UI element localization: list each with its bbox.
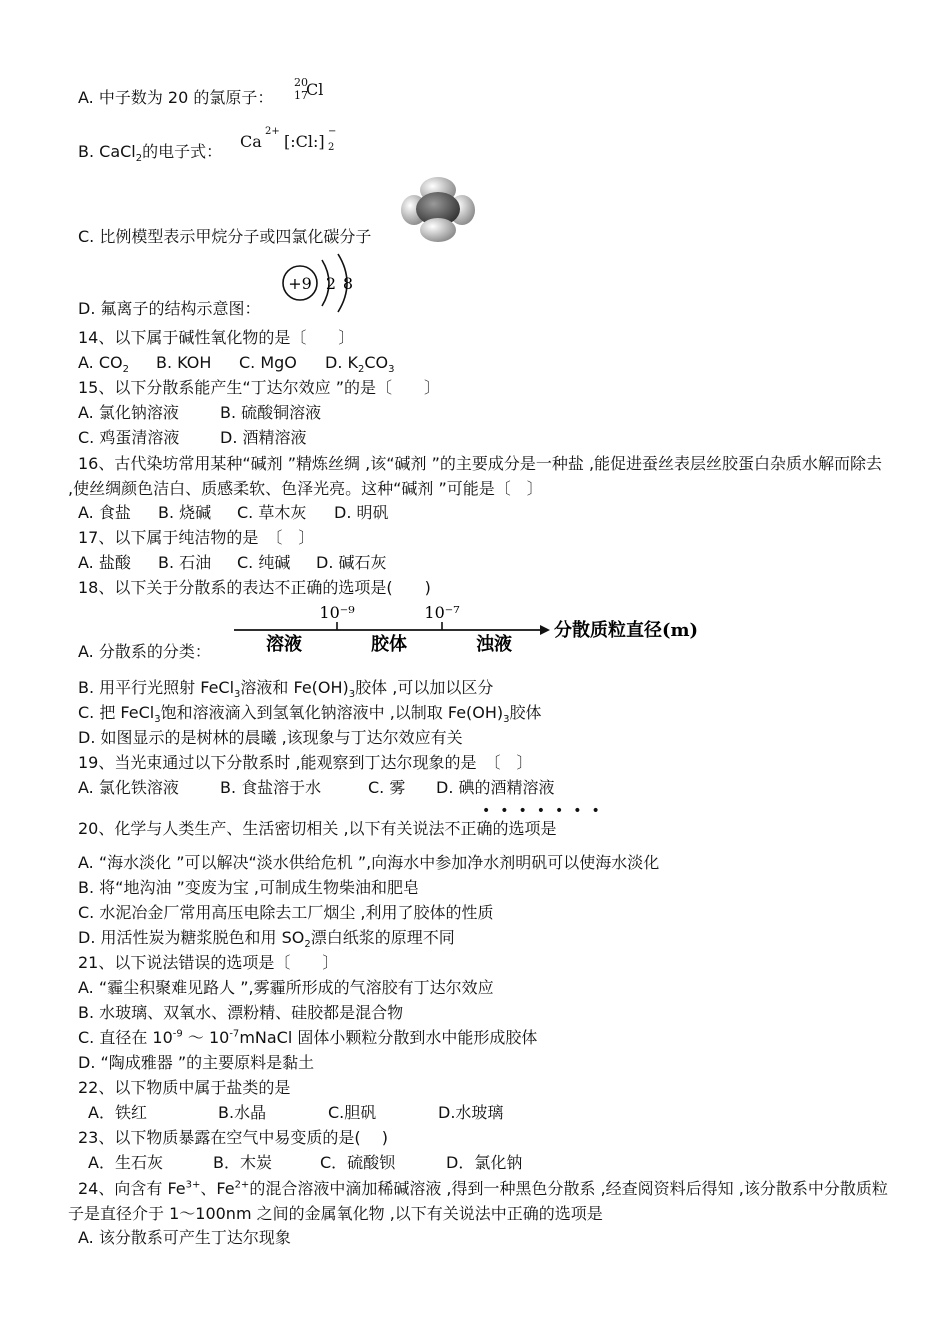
methane-space-filling-model-icon [400, 176, 476, 244]
q18-b-s2: 3 [348, 689, 356, 701]
q19-option-a: A. 氯化铁溶液 [78, 778, 179, 797]
q16-stem: 16、古代染坊常用某种“碱剂 ”精炼丝绸 ,该“碱剂 ”的主要成分是一种盐 ,能促进蚕丝表层丝胶蛋白杂质水解而除去 ,使丝绸颜色洁白、质感柔软、色泽光亮。这种“碱剂 ”可能是〔 〕 [68, 454, 883, 498]
q21-c-p3: mNaCl 固体小颗粒分散到水中能形成胶体 [239, 1028, 538, 1047]
atomic-number: 17 [294, 89, 308, 102]
q21-option-b: B. 水玻璃、双氧水、漂粉精、硅胶都是混合物 [78, 1003, 404, 1022]
q18-option-b [78, 677, 493, 699]
chlorine-isotope-symbol [292, 76, 332, 104]
q22-option-d: D.水玻璃 [438, 1103, 504, 1122]
chloride-charge: − [328, 126, 337, 137]
q21-option-d: D. “陶成雅器 ”的主要原料是黏土 [78, 1053, 315, 1072]
q18-c-p3: 胶体 [509, 703, 542, 722]
tick-label-1e-7: 10⁻⁷ [424, 603, 460, 622]
region-colloid: 胶体 [371, 634, 407, 655]
tick-label-1e-9: 10⁻⁹ [319, 603, 355, 622]
q19-option-b: B. 食盐溶于水 [220, 778, 322, 797]
q13-option-a-text: A. 中子数为 20 的氯原子： [78, 88, 274, 107]
dispersion-classification-diagram [232, 600, 762, 660]
q20-option-b: B. 将“地沟油 ”变废为宝 ,可制成生物柴油和肥皂 [78, 878, 419, 897]
q22-option-b: B.水晶 [218, 1103, 267, 1122]
emphasis-dots: ••••••• [482, 803, 610, 819]
region-suspension: 浊液 [476, 634, 512, 655]
q18-c-p1: C. 把 FeCl [78, 703, 155, 722]
q18-option-a: A. 分散系的分类： [78, 642, 211, 661]
q19-stem: 19、当光束通过以下分散系时 ,能观察到丁达尔现象的是 〔 〕 [78, 753, 533, 772]
q17-option-a: A. 盐酸 [78, 553, 131, 572]
q14-stem: 14、以下属于碱性氧化物的是〔 〕 [78, 328, 355, 347]
q22-stem: 22、以下物质中属于盐类的是 [78, 1078, 291, 1097]
q20-option-d [78, 927, 455, 949]
q24-e2: 2+ [234, 1179, 250, 1191]
q14-option-d [325, 352, 395, 374]
q24-stem [68, 1176, 888, 1226]
q13-option-a [78, 87, 273, 109]
q20-stem: 20、化学与人类生产、生活密切相关 ,以下有关说法不正确的选项是 [78, 819, 557, 838]
q23-option-a: A．生石灰 [88, 1153, 163, 1172]
q23-stem: 23、以下物质暴露在空气中易变质的是( ) [78, 1128, 388, 1147]
q20-d-p1: D. 用活性炭为糖浆脱色和用 SO [78, 928, 305, 947]
q15-option-d: D. 酒精溶液 [220, 428, 307, 447]
q23-option-b: B．木炭 [213, 1153, 272, 1172]
q18-b-p2: 溶液和 Fe(OH) [240, 678, 349, 697]
q22-option-c: C.胆矾 [328, 1103, 377, 1122]
chloride-count: 2 [328, 142, 335, 153]
q13-option-d: D. 氟离子的结构示意图： [78, 299, 261, 318]
q13-option-c: C. 比例模型表示甲烷分子或四氯化碳分子 [78, 227, 372, 246]
nucleus-charge: +9 [288, 274, 312, 293]
q16-option-c: C. 草木灰 [237, 503, 307, 522]
q14-a-text: A. CO [78, 353, 123, 372]
q13-b-sub: 2 [135, 153, 143, 165]
fluoride-ion-structure-diagram [278, 252, 362, 316]
q24-e1: 3+ [185, 1179, 201, 1191]
q18-b-p1: B. 用平行光照射 FeCl [78, 678, 235, 697]
q19-option-c: C. 雾 [368, 778, 406, 797]
q14-d-p2: CO [364, 353, 389, 372]
q18-c-s1: 3 [154, 714, 161, 726]
q21-option-a: A. “霾尘积聚难见路人 ”,雾霾所形成的气溶胶有丁达尔效应 [78, 978, 494, 997]
q13-b-suffix: 的电子式： [142, 142, 223, 161]
q14-option-c: C. MgO [239, 353, 297, 372]
q13-option-b [78, 141, 222, 163]
q15-option-a: A. 氯化钠溶液 [78, 403, 179, 422]
mass-number: 20 [294, 76, 308, 89]
q14-a-sub: 2 [122, 364, 129, 376]
q17-option-d: D. 碱石灰 [316, 553, 387, 572]
q17-option-c: C. 纯碱 [237, 553, 291, 572]
q24-option-a: A. 该分散系可产生丁达尔现象 [78, 1228, 291, 1247]
q22-option-a: A．铁红 [88, 1103, 147, 1122]
q18-option-d: D. 如图显示的是树林的晨曦 ,该现象与丁达尔效应有关 [78, 728, 463, 747]
q21-stem: 21、以下说法错误的选项是〔 〕 [78, 953, 339, 972]
q18-stem: 18、以下关于分散系的表达不正确的选项是( ) [78, 578, 431, 597]
q18-c-p2: 饱和溶液滴入到氢氧化钠溶液中 ,以制取 Fe(OH) [160, 703, 504, 722]
chloride-ion: [:Cl:] [284, 132, 325, 151]
q18-c-s2: 3 [503, 714, 510, 726]
q20-option-c: C. 水泥冶金厂常用高压电除去工厂烟尘 ,利用了胶体的性质 [78, 903, 494, 922]
q15-option-c: C. 鸡蛋清溶液 [78, 428, 180, 447]
q21-c-p2: ～ 10 [182, 1028, 230, 1047]
q24-p2: 、Fe [200, 1179, 235, 1198]
q18-b-p3: 胶体 ,可以加以区分 [355, 678, 494, 697]
element-symbol: Cl [306, 80, 324, 99]
shell-2-electrons: 8 [342, 274, 354, 293]
calcium-ion: Ca [240, 132, 262, 151]
calcium-charge: 2+ [265, 126, 280, 137]
q23-option-d: D．氯化钠 [446, 1153, 523, 1172]
q16-option-a: A. 食盐 [78, 503, 131, 522]
q17-option-b: B. 石油 [158, 553, 212, 572]
q15-option-b: B. 硫酸铜溶液 [220, 403, 322, 422]
q20-d-p2: 漂白纸浆的原理不同 [310, 928, 455, 947]
region-solution: 溶液 [266, 634, 302, 655]
shell-1-electrons: 2 [325, 274, 337, 293]
q21-option-c [78, 1027, 537, 1049]
q14-d-s1: 2 [357, 364, 365, 376]
q15-stem: 15、以下分散系能产生“丁达尔效应 ”的是〔 〕 [78, 378, 441, 397]
q21-c-e1: -9 [172, 1028, 183, 1040]
q21-c-e2: -7 [229, 1028, 240, 1040]
q18-b-s1: 3 [234, 689, 241, 701]
q14-d-s2: 3 [388, 364, 395, 376]
q20-option-a: A. “海水淡化 ”可以解决“淡水供给危机 ”,向海水中参加净水剂明矾可以使海水淡化 [78, 853, 660, 872]
q20-d-s1: 2 [304, 939, 311, 951]
q24-p1: 24、向含有 Fe [78, 1179, 186, 1198]
q14-option-a [78, 352, 129, 374]
q24-p3: 的混合溶液中滴加稀碱溶液 ,得到一种黑色分散系 ,经查阅资料后得知 ,该分散系中分散质粒子是直径介于 1～100nm 之间的金属氧化物 ,以下有关说法中正确的选项是 [68, 1179, 888, 1223]
q23-option-c: C．硫酸钡 [320, 1153, 396, 1172]
axis-label: 分散质粒直径(m) [554, 620, 699, 641]
q19-option-d: D. 碘的酒精溶液 [436, 778, 555, 797]
q14-option-b: B. KOH [156, 353, 212, 372]
q14-d-p1: D. K [325, 353, 358, 372]
q21-c-p1: C. 直径在 10 [78, 1028, 173, 1047]
q13-b-prefix: B. CaCl [78, 142, 136, 161]
q16-option-d: D. 明矾 [334, 503, 389, 522]
q18-option-c [78, 702, 542, 724]
q16-option-b: B. 烧碱 [158, 503, 212, 522]
q17-stem: 17、以下属于纯洁物的是 〔 〕 [78, 528, 315, 547]
cacl2-electron-formula [240, 126, 350, 156]
axis-arrow-icon [540, 625, 550, 635]
